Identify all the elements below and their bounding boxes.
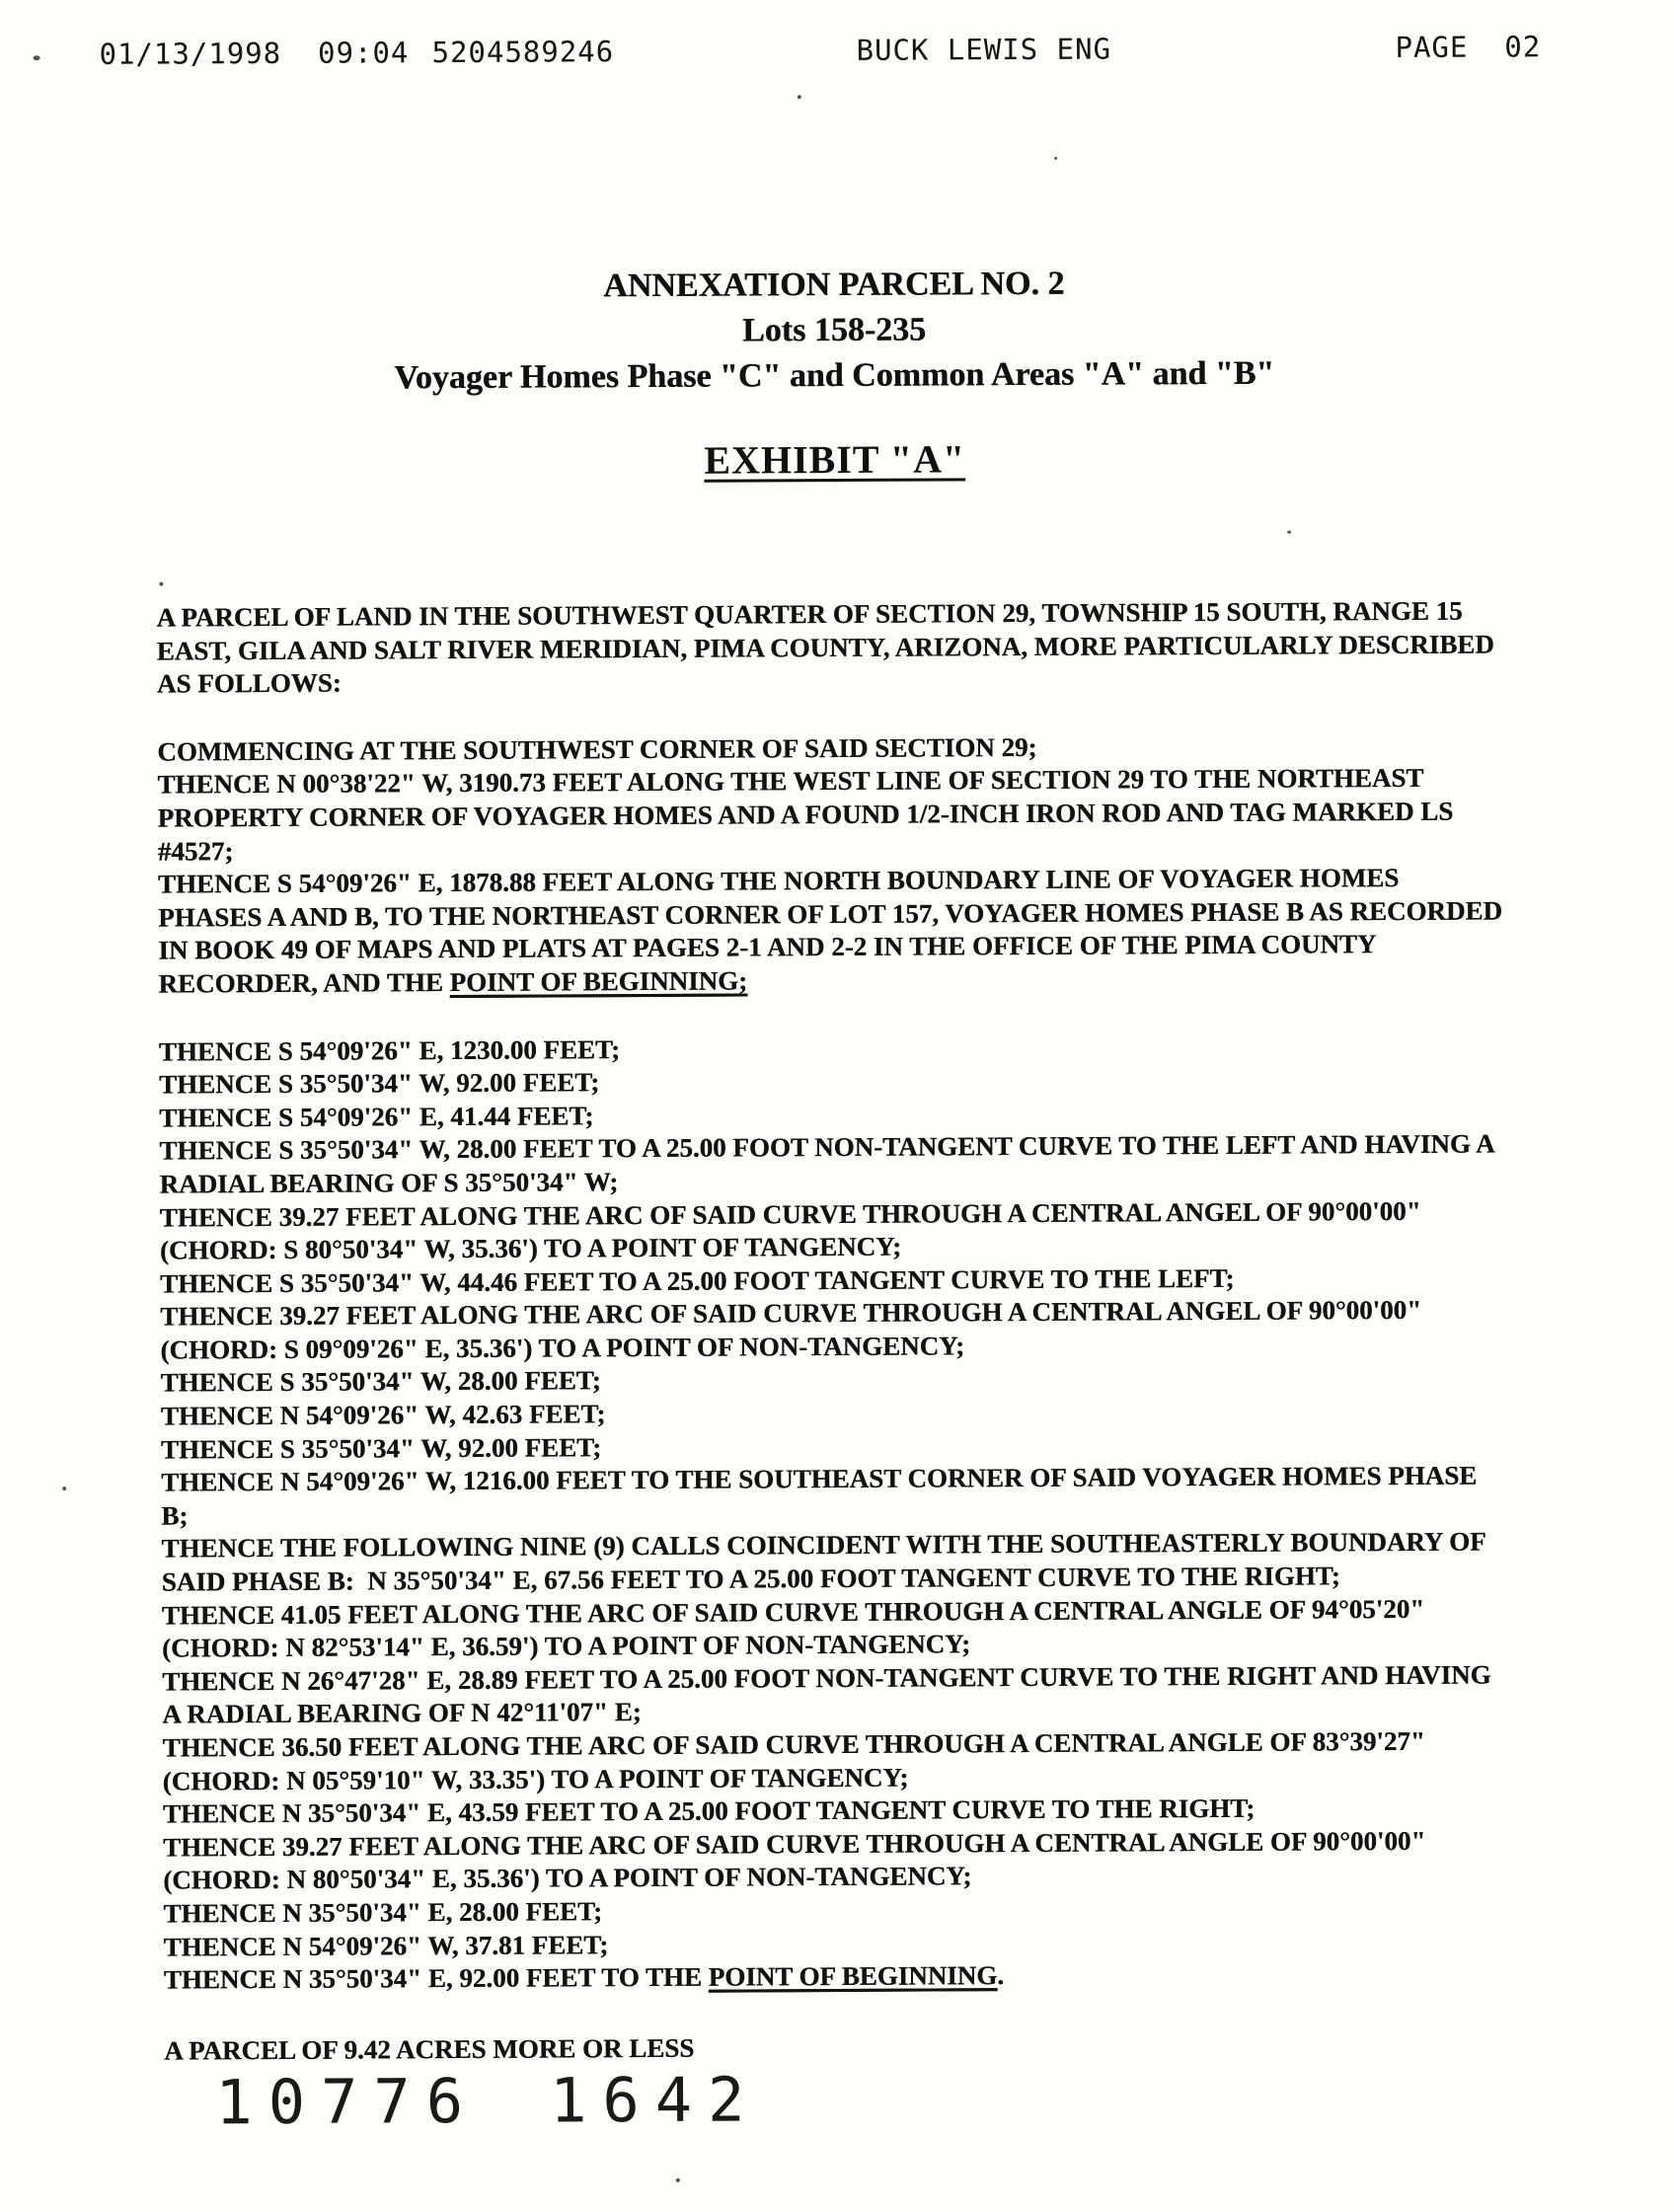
boundary-calls-paragraph: [159, 1029, 1511, 1997]
legal-call-line: THENCE N 54°09'26" W, 37.81 FEET;: [163, 1929, 609, 1962]
fax-transmission-header: [0, 30, 1671, 240]
scan-artifact: [1287, 531, 1291, 534]
legal-call-line: THENCE THE FOLLOWING NINE (9) CALLS COINCIDENT WITH THE SOUTHEASTERLY BOUNDARY OF SAID PHASE B: N 35°50'34" E, 67.56 FEET TO A 25.00 FOOT TANGENT CURVE TO THE RIGHT;: [161, 1526, 1492, 1597]
legal-call-line: THENCE S 35°50'34" W, 28.00 FEET;: [160, 1365, 601, 1399]
legal-call-line: THENCE S 35°50'34" W, 28.00 FEET TO A 25.00 FOOT NON-TANGENT CURVE TO THE LEFT AND HAVING A RADIAL BEARING OF S 35°50'34" W;: [159, 1128, 1500, 1199]
final-call-text: THENCE N 35°50'34" E, 92.00 FEET TO THE: [163, 1961, 709, 1995]
legal-call-line: THENCE S 35°50'34" W, 92.00 FEET;: [160, 1431, 602, 1465]
recorder-stamp-page-number: 1642: [549, 2063, 761, 2137]
document-title-block: [0, 259, 1671, 404]
intro-paragraph: [156, 594, 1504, 701]
legal-call-line: THENCE 39.27 FEET ALONG THE ARC OF SAID CURVE THROUGH A CENTRAL ANGEL OF 90°00'00" (CHORD: S 80°50'34" W, 35.36') TO A POINT OF TANGENCY;: [159, 1195, 1428, 1265]
scan-artifact: [798, 95, 801, 99]
recorder-stamp-book-number: 10776: [215, 2064, 480, 2139]
legal-call-line: THENCE N 54°09'26" W, 1216.00 FEET TO THE SOUTHEAST CORNER OF SAID VOYAGER HOMES PHASE B;: [161, 1460, 1484, 1531]
final-call-period: .: [997, 1960, 1005, 1991]
acreage-summary-line: A PARCEL OF 9.42 ACRES MORE OR LESS: [164, 2032, 695, 2066]
commencing-line: COMMENCING AT THE SOUTHWEST CORNER OF SAID SECTION 29;: [157, 731, 1037, 767]
legal-call-line: THENCE 39.27 FEET ALONG THE ARC OF SAID CURVE THROUGH A CENTRAL ANGEL OF 90°00'00" (CHORD: S 09°09'26" E, 35.36') TO A POINT OF NON-TANGENCY;: [160, 1295, 1428, 1365]
scan-artifact: [1054, 157, 1057, 160]
legal-call-line: THENCE S 54°09'26" E, 1230.00 FEET;: [158, 1033, 621, 1067]
legal-call-line: THENCE 39.27 FEET ALONG THE ARC OF SAID CURVE THROUGH A CENTRAL ANGLE OF 90°00'00" (CHORD: N 80°50'34" E, 35.36') TO A POINT OF NON-TANGENCY;: [163, 1825, 1433, 1895]
legal-call-line: THENCE S 35°50'34" W, 44.46 FEET TO A 25.00 FOOT TANGENT CURVE TO THE LEFT;: [160, 1262, 1235, 1299]
scan-artifact: [34, 55, 40, 60]
legal-call-line: THENCE N 54°09'26" W, 42.63 FEET;: [160, 1399, 606, 1431]
fax-number: 5204589246: [431, 35, 615, 70]
scan-artifact: [676, 2178, 680, 2182]
legal-call-line: THENCE N 26°47'28" E, 28.89 FEET TO A 25.00 FOOT NON-TANGENT CURVE TO THE RIGHT AND HAVING A RADIAL BEARING OF N 42°11'07" E;: [162, 1659, 1496, 1729]
title-line-lots: Lots 158-235: [741, 311, 927, 349]
title-line-parcel: ANNEXATION PARCEL NO. 2: [603, 265, 1065, 305]
intro-text: A PARCEL OF LAND IN THE SOUTHWEST QUARTER OF SECTION 29, TOWNSHIP 15 SOUTH, RANGE 15 EAST, GILA AND SALT RIVER MERIDIAN, PIMA COUNTY, ARIZONA, MORE PARTICULARLY DESCRIBED AS FOLLOWS:: [156, 595, 1500, 699]
legal-call-line: THENCE 41.05 FEET ALONG THE ARC OF SAID CURVE THROUGH A CENTRAL ANGLE OF 94°05'20" (CHORD: N 82°53'14" E, 36.59') TO A POINT OF NON-TANGENCY;: [161, 1593, 1431, 1663]
legal-call-line: THENCE 36.50 FEET ALONG THE ARC OF SAID CURVE THROUGH A CENTRAL ANGLE OF 83°39'27" (CHORD: N 05°59'10" W, 33.35') TO A POINT OF TANGENCY;: [162, 1725, 1432, 1796]
commencing-line: [157, 862, 1509, 1002]
scan-artifact: [159, 582, 163, 586]
legal-call-line: THENCE N 35°50'34" E, 28.00 FEET;: [163, 1896, 603, 1929]
commencing-line: THENCE N 00°38'22" W, 3190.73 FEET ALONG THE WEST LINE OF SECTION 29 TO THE NORTHEAST PROPERTY CORNER OF VOYAGER HOMES AND A FOUND 1/2-INCH IRON ROD AND TAG MARKED LS #4527;: [157, 763, 1461, 867]
point-of-beginning-underline: POINT OF BEGINNING: [708, 1960, 998, 1992]
title-line-subdivision: Voyager Homes Phase "C" and Common Areas "A" and "B": [394, 354, 1275, 397]
legal-call-line: THENCE S 35°50'34" W, 92.00 FEET;: [158, 1067, 600, 1100]
legal-call-line: THENCE N 35°50'34" E, 43.59 FEET TO A 25.00 FOOT TANGENT CURVE TO THE RIGHT;: [162, 1792, 1256, 1829]
legal-description-body: [156, 594, 1511, 2067]
commencing-paragraph: [157, 728, 1509, 1001]
exhibit-heading: EXHIBIT "A": [704, 436, 966, 483]
fax-sender-name: BUCK LEWIS ENG: [856, 32, 1112, 67]
fax-page-number: PAGE 02: [1395, 30, 1542, 65]
point-of-beginning-underline: POINT OF BEGINNING;: [449, 965, 748, 997]
recorder-stamp: [215, 2063, 760, 2138]
fax-datetime: 01/13/1998 09:04: [99, 36, 410, 71]
commencing-final-text: THENCE S 54°09'26" E, 1878.88 FEET ALONG THE NORTH BOUNDARY LINE OF VOYAGER HOMES PHASES A AND B, TO THE NORTHEAST CORNER OF LOT 157, VOYAGER HOMES PHASE B AS RECORDED IN BOOK 49 OF MAPS AND PLATS AT PAGES 2-1 AND 2-2 IN THE OFFICE OF THE PIMA COUNTY RECORDER, AND THE: [157, 863, 1509, 999]
final-call-line: [164, 1957, 1511, 1998]
scan-artifact: [62, 1487, 66, 1490]
legal-call-line: THENCE S 54°09'26" E, 41.44 FEET;: [159, 1101, 594, 1133]
